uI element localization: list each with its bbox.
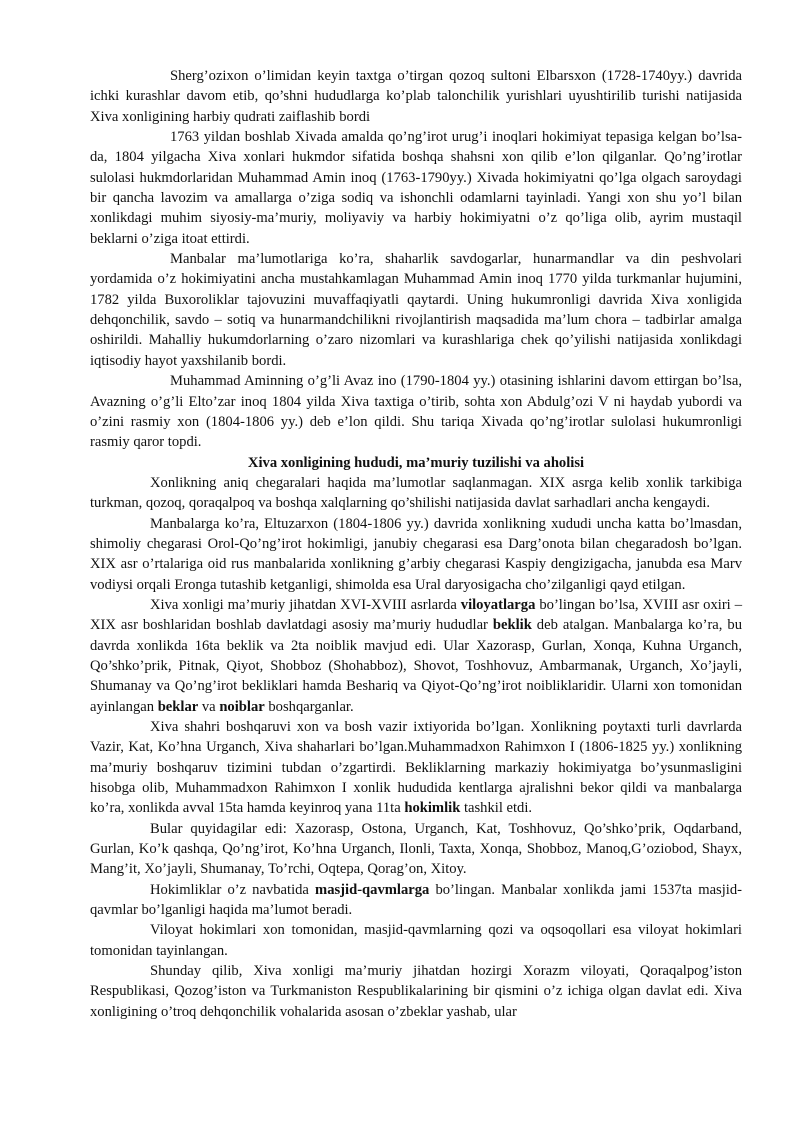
paragraph: 1763 yildan boshlab Xivada amalda qo’ng’irot urug’i inoqlari hokimiyat tepasiga kelgan bo’lsa-da, 1804 yilgacha Xiva xonlari hukmdor sifatida boshqa shahsni xon qilib e’lon qilganlar. Qo’ng’irotlar sulolasi hukmdorlaridan Muhammad Amin inoq (1763-1790yy.) Xivada hokimiyatni qo’lga olgach saroydagi bir qancha lavozim va amallarga o’ziga sodiq va ishonchli odamlarni tayinladi. Yangi xon shu yo’l bilan xonlikdagi muhim siyosiy-ma’muriy, moliyaviy va harbiy hokimiyatni o’z qo’liga olib, ayrim mustaqil beklarni o’ziga itoat ettirdi.: [90, 129, 742, 247]
paragraph: Sherg’ozixon o’limidan keyin taxtga o’tirgan qozoq sultoni Elbarsxon (1728-1740yy.) davrida ichki kurashlar davom etib, qo’shni hududlarga ko’plab talonchilik yurishlari uyushtirilib turishi natijasida Xiva xonligining harbiy qudrati zaiflashib bordi: [90, 68, 742, 125]
text-run: deb atalgan. Manbalarga ko’ra, bu davrda xonlikda 16ta beklik va 2ta noiblik mavjud edi. Ular Xazorasp, Gurlan, Xonqa, Kuhna Urganch, Qo’shko’prik, Pitnak, Qiyot, Shobboz (Shohabboz), Shovot, Toshhovuz, Ambarmanak, Urganch, Xo’jayli, Shumanay va Qo’ng’irot bekliklari hamda Beshariq va Qiyot-Qo’ng’irot noibliklaridir. Ularni xon tomonidan ayinlangan: [90, 617, 742, 715]
text-run: bo’lingan bo’lsa, XVIII asr oxiri – XIX asr boshlaridan boshlab davlatdagi asosiy ma’muriy hududlar: [90, 596, 743, 634]
paragraph: Bular quyidagilar edi: Xazorasp, Ostona, Urganch, Kat, Toshhovuz, Qo’shko’prik, Oqdarband, Gurlan, Ko’k qashqa, Qo’ng’irot, Ko’hna Urganch, Ilonli, Taxta, Xonqa, Shobboz, Manoq,G’oziobod, Shayx, Mang’it, Xo’jayli, Shumanay, To’rchi, Oqtepa, Qorag’on, Xitoy.: [90, 820, 742, 878]
text-run: tashkil etdi.: [460, 800, 533, 817]
paragraph: Manbalar ma’lumotlariga ko’ra, shaharlik savdogarlar, hunarmandlar va din peshvolari yordamida o’z hokimiyatini ancha mustahkamlagan Muhammad Amin inoq 1770 yilda turkmanlar hujumini, 1782 yilda Buxoroliklar tajovuzini muvaffaqiyatli qaytardi. Uning hukumronligi davrida Xiva xonligida dehqonchilik, savdo – sotiq va hunarmandchilikni rivojlantirish maqsadida ma’lum chora – tadbirlar amalga oshirildi. Mahalliy hukumdorlarning o’zaro nizomlari va kurashlariga chek qo’yilishi natijasida xonlikdagi iqtisodiy hayot yaxshilanib bordi.: [90, 251, 742, 369]
bold-term: beklik: [492, 617, 532, 634]
text-run: Xiva xonligi ma’muriy jihatdan XVI-XVIII asrlarda: [150, 596, 461, 613]
document-page: [90, 66, 742, 1022]
text-run: Hokimliklar o’z navbatida: [150, 881, 316, 898]
paragraph: Viloyat hokimlari xon tomonidan, masjid-qavmlarning qozi va oqsoqollari esa viloyat hokimlari tomonidan tayinlangan.: [90, 922, 742, 959]
bold-term: hokimlik: [404, 800, 461, 817]
section-heading: Xiva xonligining hududi, ma’muriy tuzilishi va aholisi: [247, 454, 585, 471]
paragraph: [90, 880, 742, 921]
text-run: va: [198, 698, 220, 715]
paragraph: Xonlikning aniq chegaralari haqida ma’lumotlar saqlanmagan. XIX asrga kelib xonlik tarkibiga turkman, qozoq, qoraqalpoq va boshqa xalqlarning qo’shilishi natijasida davlat sarhadlari ancha kengaydi.: [90, 474, 742, 512]
text-run: Xiva shahri boshqaruvi xon va bosh vazir ixtiyorida bo’lgan. Xonlikning poytaxti turli davrlarda Vazir, Kat, Ko’hna Urganch, Xiva shaharlari bo’lgan.Muhammadxon Rahimxon I (1806-1825 yy.) xonlikning ma’muriy boshqaruv tizimini tubdan o’zgartirdi. Bekliklarning markaziy hokimiyatga bo’ysunmasligini hisobga olib, Muhammadxon Rahimxon I xonlik hududida kentlarga ajralishni bekor qildi va manbalarga ko’ra, xonlikda avval 15ta hamda keyinroq yana 11ta: [90, 719, 742, 817]
paragraph: Muhammad Aminning o’g’li Avaz ino (1790-1804 yy.) otasining ishlarini davom ettirgan bo’lsa, Avazning o’g’li Elto’zar inoq 1804 yilda Xiva taxtiga o’tirib, sohta xon Abdulg’ozi V ni haydab yubordi va o’zini rasmiy xon (1804-1806 yy.) deb e’lon qildi. Shu tariqa Xivada qo’ng’irotlar sulolasi hukumronligi rasmiy qaror topdi.: [90, 373, 742, 451]
bold-term: masjid-qavmlarga: [315, 881, 430, 898]
paragraph: [90, 717, 742, 819]
text-run: bo’lingan. Manbalar xonlikda jami 1537ta masjid-qavmlar bo’lganligi haqida ma’lumot beradi.: [90, 881, 742, 919]
paragraph: Manbalarga ko’ra, Eltuzarxon (1804-1806 yy.) davrida xonlikning xududi uncha katta bo’lmasdan, shimoliy chegarasi Orol-Qo’ng’irot hokimligi, janubiy chegarasi esa Darg’onota bilan chegaradosh bo’lgan. XIX asr o’rtalariga oid rus manbalarida xonlikning g’arbiy chegarasi Kaspiy dengizigacha, janubda esa Marv vodiysi orqali Eronga tutashib ketganligi, shimolda esa Ural daryosigacha cho’zilganligi qayd etilgan.: [90, 515, 742, 593]
text-run: boshqarganlar.: [264, 698, 354, 715]
bold-term: viloyatlarga: [460, 596, 536, 613]
paragraph: Shunday qilib, Xiva xonligi ma’muriy jihatdan hozirgi Xorazm viloyati, Qoraqalpog’iston Respublikasi, Qozog’iston va Turkmaniston Respublikalarining bir qismini o’z ichiga olgan davlat edi. Xiva xonligining o’troq dehqonchilik vohalarida asosan o’zbeklar yashab, ular: [90, 963, 742, 1020]
paragraph: [90, 595, 742, 717]
bold-term: noiblar: [219, 698, 265, 715]
bold-term: beklar: [157, 698, 199, 715]
